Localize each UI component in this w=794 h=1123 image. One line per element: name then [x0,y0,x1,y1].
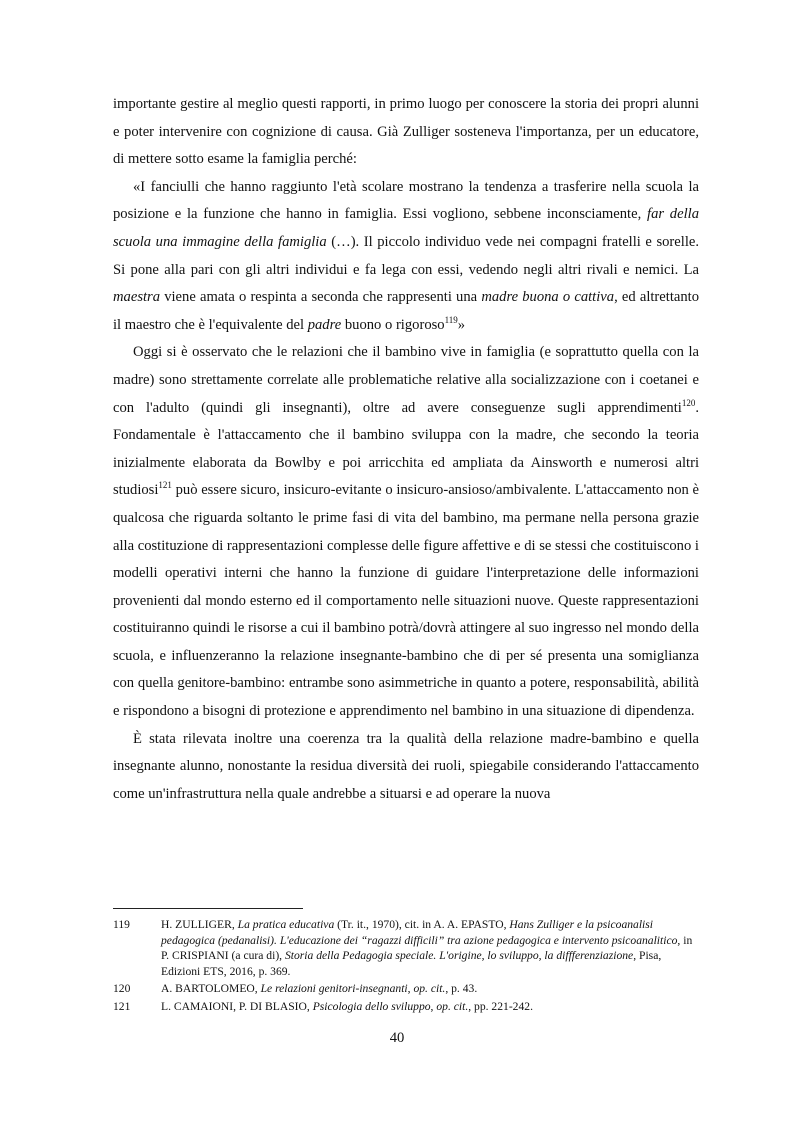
page-number: 40 [389,1030,405,1046]
paragraph-text: può essere sicuro, insicuro-evitante o insicuro-ansioso/ambivalente. L'attaccamento non è qualcosa che riguarda soltanto le prime fasi di vita del bambino, ma permane nella persona grazie alla costituzione di rappresentazioni complesse delle figure affettive e di se stessi che costituiscono i modelli operativi interni che hanno la funzione di guidare l'interpretazione delle informazioni provenienti dal mondo esterno ed il comportamento nelle situazioni nuove. Queste rappresentazioni costituiranno quindi le risorse a cui il bambino potrà/dovrà attingere al suo ingresso nel mondo della scuola, e influenzeranno la relazione insegnante-bambino che di per sé presenta una somiglianza con quella genitore-bambino: entrambe sono asimmetriche in quanto a potere, responsabilità, abilità e rispondono a bisogni di protezione e apprendimento nel bambino in una situazione di dipendenza. [113,482,699,720]
footnote-ref-120[interactable]: 120 [681,397,696,408]
footnote-number: 119 [113,918,130,931]
paragraph-2 [113,339,699,725]
quote-text: viene amata o respinta a seconda che rappresenti una [160,289,482,306]
footnote-title: Le relazioni genitori-insegnanti [260,982,408,996]
footnote-title: La pratica educativa [237,918,335,931]
quote-text: buono o rigoroso [341,316,445,333]
footnote-ref-121[interactable]: 121 [158,480,172,491]
quote-emphasis: padre [307,316,342,333]
footnote-text [161,981,699,997]
quote-text: » [457,316,466,333]
footnote-text [161,917,699,979]
footnote-120 [113,981,699,997]
footnote-number: 121 [113,999,131,1013]
paragraph-text: Oggi si è osservato che le relazioni che il bambino vive in famiglia (e soprattutto quella con la madre) sono strettamente correlate alle problematiche relative alla socializzazione con i coetanei e con l'adulto (quindi gli insegnanti), oltre ad avere conseguenze sugli apprendimenti [113,344,699,416]
footnotes [113,917,699,1017]
footnote-number: 120 [113,982,131,996]
quote-text: «I fanciulli che hanno raggiunto l'età scolare mostrano la tendenza a trasferire nella scuola la posizione e la funzione che hanno in famiglia. Essi vogliono, sebbene inconsciamente, [113,178,699,223]
footnote-part: , [407,982,414,996]
main-text [113,91,699,808]
paragraph-text: . Fondamentale è l'attaccamento che il bambino sviluppa con la madre, che secondo la teoria inizialmente elaborata da Bowlby e poi arricchita ed ampliata da Ainsworth e numerosi altri studiosi [113,399,699,499]
footnote-title: Storia della Pedagogia speciale. L'origine, lo sviluppo, la diffferenziazione [284,949,634,963]
footnote-part: H. ZULLIGER, [161,918,238,931]
footnote-part: A. BARTOLOMEO, [161,982,261,996]
quote-emphasis: far della scuola una immagine della famiglia [113,206,699,250]
footnote-title: op. cit. [413,982,446,996]
footnote-title: Hans Zulliger e la psicoanalisi pedagogica (pedanalisi). L'educazione dei “ragazzi difficili” tra azione pedagogica e intervento psicoanalitico [161,918,678,947]
footnote-part: L. CAMAIONI, P. DI BLASIO, [161,999,313,1013]
footnote-title: Psicologia dello sviluppo [312,999,431,1013]
quote-text: (…). Il piccolo individuo vede nei compagni fratelli e sorelle. Si pone alla pari con gli altri individui e fa lega con essi, vedendo negli altri rivali e nemici. La [113,233,699,278]
paragraph-3: È stata rilevata inoltre una coerenza tra la qualità della relazione madre-bambino e quella insegnante alunno, nonostante la residua diversità dei ruoli, spiegabile considerando l'attaccamento come un'infrastruttura nella quale andrebbe a situarsi e ad operare la nuova [113,730,699,802]
footnote-part: , Pisa, Edizioni ETS, 2016, p. 369. [161,949,662,978]
footnote-title: op. cit. [436,999,469,1013]
footnote-part: , p. 43. [445,982,478,996]
quote-emphasis: maestra [113,289,161,306]
quote-text: , ed altrettanto il maestro che è l'equivalente del [113,289,700,333]
footnote-text [161,999,699,1015]
footnote-part: , in P. CRISPIANI (a cura di), [161,933,693,963]
footnote-part: (Tr. it., 1970), cit. in A. A. EPASTO, [334,918,510,931]
zulliger-quote [113,174,699,340]
footnote-part: , pp. 221-242. [468,999,533,1013]
quote-emphasis: madre buona o cattiva [481,289,615,306]
paragraph-1: importante gestire al meglio questi rapporti, in primo luogo per conoscere la storia dei propri alunni e poter intervenire con cognizione di causa. Già Zulliger sosteneva l'importanza, per un educatore, di mettere sotto esame la famiglia perché: [113,96,699,168]
footnote-119 [113,917,699,979]
footnote-part: , [430,999,437,1013]
footnote-121 [113,999,699,1015]
footnote-ref-119[interactable]: 119 [444,314,458,325]
footnote-separator [113,908,303,909]
